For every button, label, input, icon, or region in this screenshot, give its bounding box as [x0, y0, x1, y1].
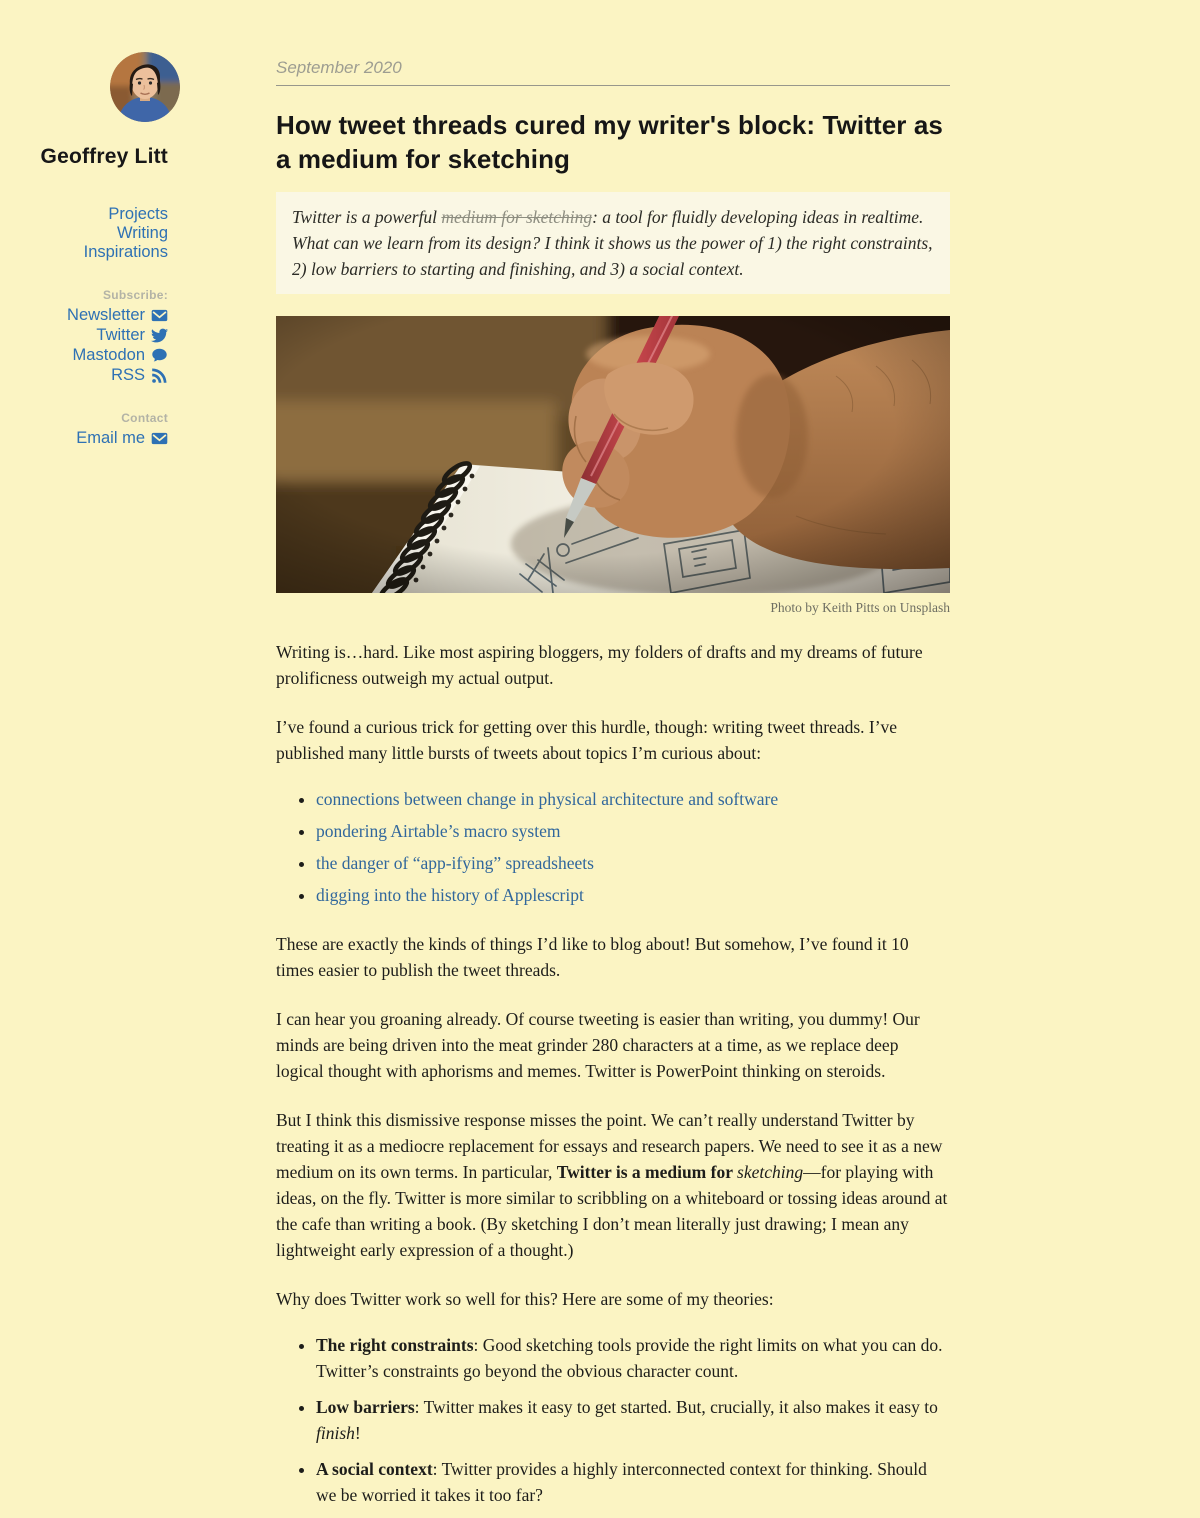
list-item — [316, 1332, 950, 1384]
email-label: Email me — [76, 429, 145, 447]
paragraph: These are exactly the kinds of things I’d like to blog about! But somehow, I’ve found it 10 times easier to publish the tweet threads. — [276, 934, 909, 980]
twitter-icon — [151, 327, 168, 344]
tweet-thread-list — [276, 786, 950, 908]
twitter-label: Twitter — [96, 326, 145, 344]
envelope-icon — [151, 307, 168, 324]
avatar-photo — [110, 52, 180, 122]
rss-label: RSS — [111, 366, 145, 384]
photo-credit: Photo by Keith Pitts on Unsplash — [770, 600, 950, 615]
list-item — [316, 1456, 950, 1508]
list-item — [316, 882, 950, 908]
list-item — [316, 1394, 950, 1446]
sidebar — [0, 0, 230, 448]
paragraph: I’ve found a curious trick for getting over this hurdle, though: writing tweet threads. I’ve published many little bursts of tweets about topics I’m curious about: — [276, 717, 898, 763]
sidebar-item-inspirations[interactable]: Inspirations — [83, 243, 168, 261]
bold-text: Twitter is a medium for — [556, 1162, 738, 1182]
speech-bubble-icon — [151, 347, 168, 364]
abstract-box — [276, 192, 950, 294]
sidebar-nav — [0, 205, 168, 262]
list-item — [316, 786, 950, 812]
abstract-text: Twitter is a powerful — [292, 207, 442, 227]
theories-list — [276, 1332, 950, 1508]
paragraph-text: ! — [354, 1423, 361, 1443]
article-body — [276, 639, 950, 1508]
article — [276, 0, 950, 1518]
list-item — [316, 818, 950, 844]
post-date: September 2020 — [276, 58, 402, 77]
twitter-link[interactable] — [0, 325, 168, 345]
bold-text: Low barriers — [316, 1397, 415, 1417]
mastodon-label: Mastodon — [72, 346, 145, 364]
link-appifying-spreadsheets[interactable]: the danger of “app-ifying” spreadsheets — [316, 853, 594, 873]
bold-text: The right constraints — [316, 1335, 474, 1355]
link-applescript-history[interactable]: digging into the history of Applescript — [316, 885, 584, 905]
rss-link[interactable] — [0, 365, 168, 385]
envelope-icon — [151, 430, 168, 447]
italic-text: finish — [316, 1423, 355, 1443]
paragraph-text: : Good sketching tools provide the right limits on what you can do. Twitter’s constraints go beyond the obvious character count. — [316, 1335, 943, 1381]
sidebar-item-writing[interactable]: Writing — [116, 224, 168, 242]
mastodon-link[interactable] — [0, 345, 168, 365]
paragraph — [276, 1107, 950, 1263]
paragraph-text: —for playing with ideas, on the fly. Twitter is more similar to scribbling on a whiteboard or tossing ideas around at the cafe than writing a book. (By sketching I don’t mean literally just drawing; I mean any lightweight early expression of a thought.) — [276, 1162, 948, 1260]
paragraph: Writing is…hard. Like most aspiring bloggers, my folders of drafts and my dreams of future prolificness outweigh my actual output. — [276, 642, 923, 688]
list-item — [316, 850, 950, 876]
paragraph-text: But I think this dismissive response misses the point. We can’t really understand Twitter by treating it as a mediocre replacement for essays and research papers. We need to see it as a new medium on its own terms. In particular, — [276, 1110, 943, 1182]
bold-text: A social context — [316, 1459, 433, 1479]
abstract-text: : a tool for fluidly developing ideas in realtime. What can we learn from its design? I think it shows us the power of 1) the right constraints, 2) low barriers to starting and finishing, and 3) a social context. — [292, 207, 933, 279]
email-link[interactable] — [0, 428, 168, 448]
newsletter-link[interactable] — [0, 305, 168, 325]
site-owner-name[interactable]: Geoffrey Litt — [40, 145, 168, 168]
paragraph: I can hear you groaning already. Of course tweeting is easier than writing, you dummy! Our minds are being driven into the meat grinder 280 characters at a time, as we replace deep logical thought with aphorisms and memes. Twitter is PowerPoint thinking on steroids. — [276, 1009, 920, 1081]
subscribe-label: Subscribe: — [102, 288, 168, 302]
contact-label: Contact — [121, 411, 168, 425]
sidebar-item-projects[interactable]: Projects — [108, 205, 168, 223]
medium-for-sketching-link[interactable]: medium for sketching — [441, 207, 593, 227]
italic-text: sketching — [737, 1162, 804, 1182]
newsletter-label: Newsletter — [67, 306, 145, 324]
paragraph: Why does Twitter work so well for this? Here are some of my theories: — [276, 1289, 774, 1309]
divider — [276, 85, 950, 86]
paragraph-text: : Twitter makes it easy to get started. But, crucially, it also makes it easy to — [414, 1397, 938, 1417]
rss-icon — [151, 367, 168, 384]
post-title: How tweet threads cured my writer's block: Twitter as a medium for sketching — [276, 110, 943, 174]
hero-photo-hand-sketching — [276, 316, 950, 593]
paragraph-text: : Twitter provides a highly interconnected context for thinking. Should we be worried it takes it too far? — [316, 1459, 927, 1505]
link-architecture-software[interactable]: connections between change in physical architecture and software — [316, 789, 779, 809]
link-airtable-macro[interactable]: pondering Airtable’s macro system — [316, 821, 561, 841]
avatar[interactable] — [110, 52, 180, 122]
